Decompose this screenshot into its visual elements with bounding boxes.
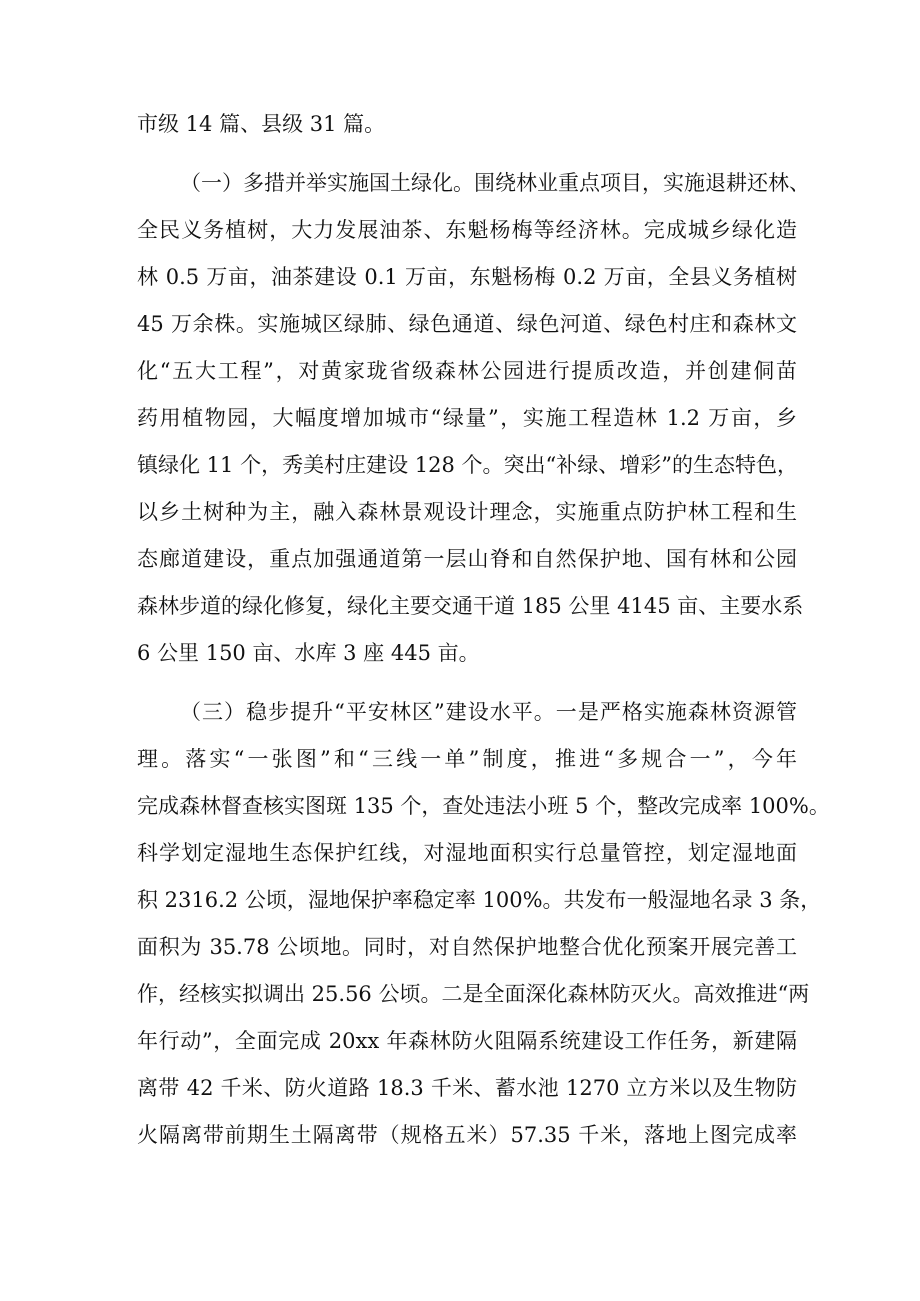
text-line: 火隔离带前期生土隔离带（规格五米）57.35 千米，落地上图完成率 (137, 1123, 797, 1147)
text-line: 镇绿化 11 个，秀美村庄建设 128 个。突出“补绿、增彩”的生态特色， (137, 453, 798, 477)
text-line: 年行动”，全面完成 20xx 年森林防火阻隔系统建设工作任务，新建隔 (137, 1029, 797, 1053)
text-line: 态廊道建设，重点加强通道第一层山脊和自然保护地、国有林和公园 (137, 547, 797, 571)
text-line: 科学划定湿地生态保护红线，对湿地面积实行总量管控，划定湿地面 (137, 841, 797, 865)
text-line: 45 万余株。实施城区绿肺、绿色通道、绿色河道、绿色村庄和森林文 (137, 312, 797, 336)
text-line: 全民义务植树，大力发展油茶、东魁杨梅等经济林。完成城乡绿化造 (137, 218, 797, 242)
text-line: 以乡土树种为主，融入森林景观设计理念，实施重点防护林工程和生 (137, 500, 797, 524)
text-line: 林 0.5 万亩，油茶建设 0.1 万亩，东魁杨梅 0.2 万亩，全县义务植树 (137, 265, 797, 289)
text-line: 积 2316.2 公顷，湿地保护率稳定率 100%。共发布一般湿地名录 3 条， (137, 888, 822, 912)
text-line: 理。落实“一张图”和“三线一单”制度，推进“多规合一”，今年 (137, 747, 797, 771)
text-line: 化“五大工程”，对黄家珑省级森林公园进行提质改造，并创建侗苗 (137, 359, 797, 383)
text-line: 离带 42 千米、防火道路 18.3 千米、蓄水池 1270 立方米以及生物防 (137, 1076, 797, 1100)
text-line: 完成森林督查核实图斑 135 个，查处违法小班 5 个，整改完成率 100%。 (137, 794, 830, 818)
text-line: 作，经核实拟调出 25.56 公顷。二是全面深化森林防灭火。高效推进“两 (137, 982, 810, 1006)
text-line: （三）稳步提升“平安林区”建设水平。一是严格实施森林资源管 (180, 700, 797, 724)
text-line: 市级 14 篇、县级 31 篇。 (137, 112, 386, 136)
text-line: （一）多措并举实施国土绿化。围绕林业重点项目，实施退耕还林、 (180, 171, 810, 195)
text-line: 森林步道的绿化修复，绿化主要交通干道 185 公里 4145 亩、主要水系 (137, 594, 804, 618)
text-line: 6 公里 150 亩、水库 3 座 445 亩。 (137, 641, 480, 665)
text-line: 面积为 35.78 公顷地。同时，对自然保护地整合优化预案开展完善工 (137, 935, 797, 959)
text-line: 药用植物园，大幅度增加城市“绿量”，实施工程造林 1.2 万亩，乡 (137, 406, 797, 430)
